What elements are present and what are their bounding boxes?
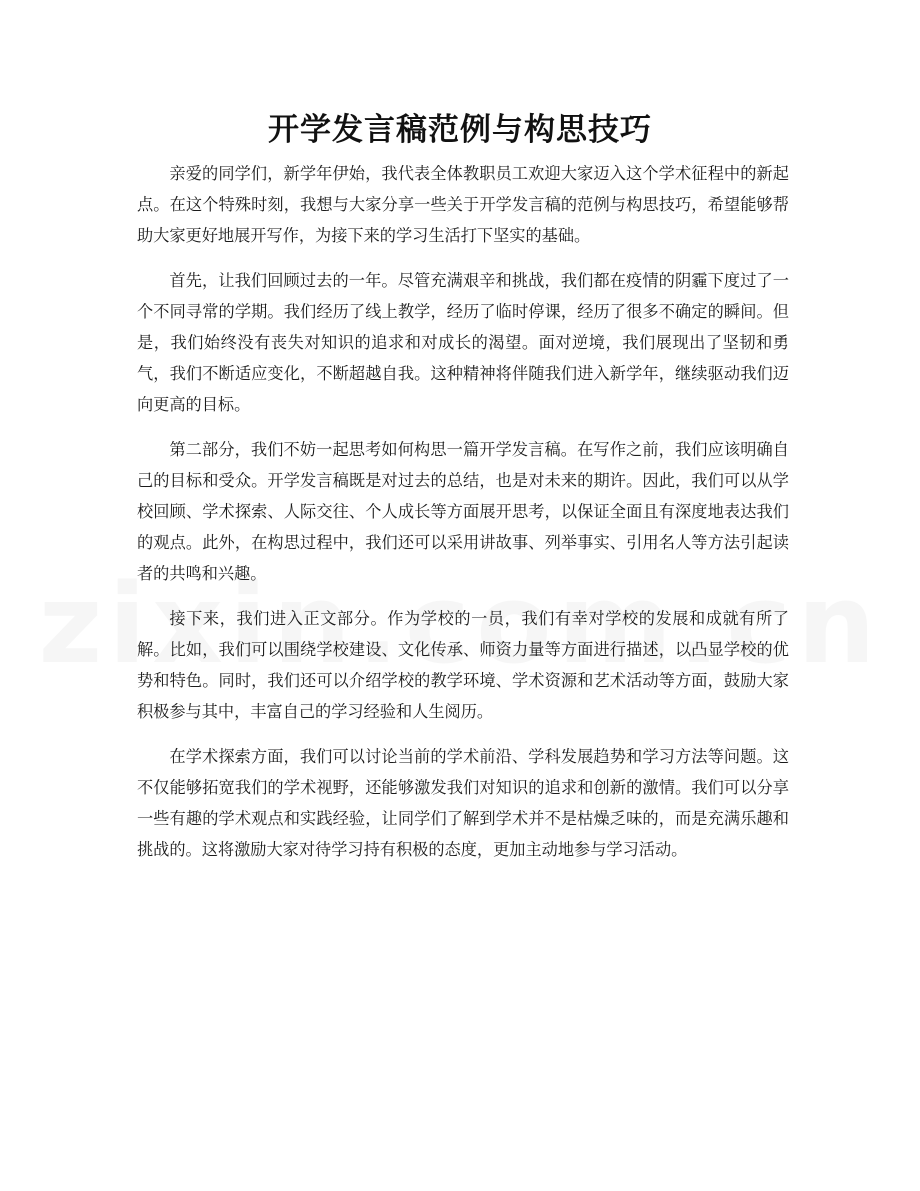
paragraph-1: 亲爱的同学们，新学年伊始，我代表全体教职员工欢迎大家迈入这个学术征程中的新起点。在这个特殊时刻，我想与大家分享一些关于开学发言稿的范例与构思技巧，希望能够帮助大家更好地展开写作，为接下来的学习生活打下坚实的基础。	[137, 164, 789, 245]
paragraph-5: 在学术探索方面，我们可以讨论当前的学术前沿、学科发展趋势和学习方法等问题。这不仅能够拓宽我们的学术视野，还能够激发我们对知识的追求和创新的激情。我们可以分享一些有趣的学术观点和实践经验，让同学们了解到学术并不是枯燥乏味的，而是充满乐趣和挑战的。这将激励大家对待学习持有积极的态度，更加主动地参与学习活动。	[137, 747, 789, 859]
document-body	[137, 158, 789, 879]
paragraph-4: 接下来，我们进入正文部分。作为学校的一员，我们有幸对学校的发展和成就有所了解。比如，我们可以围绕学校建设、文化传承、师资力量等方面进行描述，以凸显学校的优势和特色。同时，我们还可以介绍学校的教学环境、学术资源和艺术活动等方面，鼓励大家积极参与其中，丰富自己的学习经验和人生阅历。	[137, 609, 789, 721]
document-title: 开学发言稿范例与构思技巧	[268, 112, 652, 148]
paragraph-3: 第二部分，我们不妨一起思考如何构思一篇开学发言稿。在写作之前，我们应该明确自己的目标和受众。开学发言稿既是对过去的总结，也是对未来的期许。因此，我们可以从学校回顾、学术探索、人际交往、个人成长等方面展开思考，以保证全面且有深度地表达我们的观点。此外，在构思过程中，我们还可以采用讲故事、列举事实、引用名人等方法引起读者的共鸣和兴趣。	[137, 440, 789, 583]
paragraph-2: 首先，让我们回顾过去的一年。尽管充满艰辛和挑战，我们都在疫情的阴霾下度过了一个不同寻常的学期。我们经历了线上教学，经历了临时停课，经历了很多不确定的瞬间。但是，我们始终没有丧失对知识的追求和对成长的渴望。面对逆境，我们展现出了坚韧和勇气，我们不断适应变化，不断超越自我。这种精神将伴随我们进入新学年，继续驱动我们迈向更高的目标。	[137, 271, 789, 414]
